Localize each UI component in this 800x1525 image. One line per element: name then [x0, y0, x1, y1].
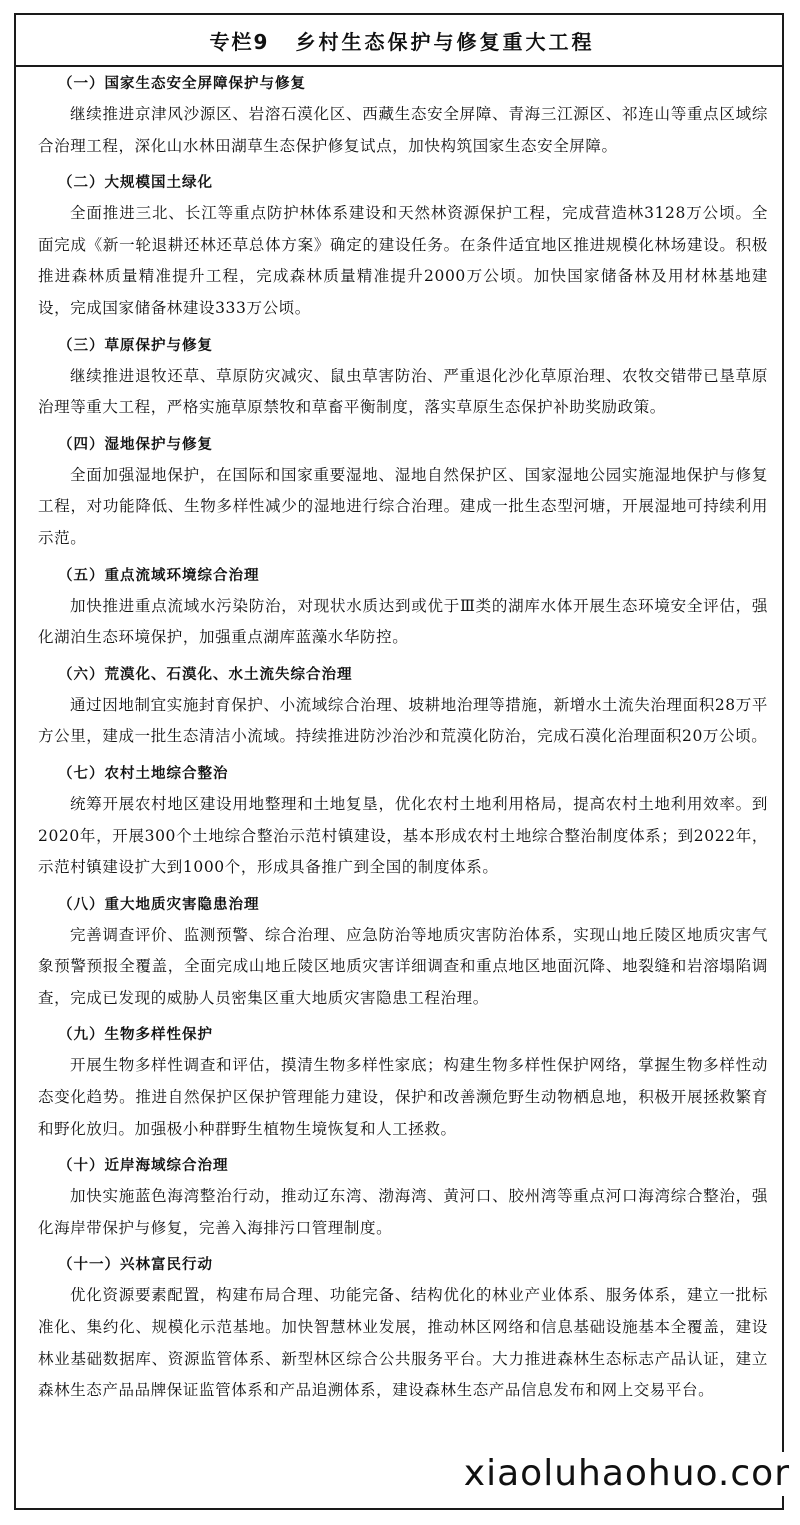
section-paragraph: 统筹开展农村地区建设用地整理和土地复垦，优化农村土地利用格局，提高农村土地利用效率。到2020年，开展300个土地综合整治示范村镇建设，基本形成农村土地综合整治制度体系；到2022年，示范村镇建设扩大到1000个，形成具备推广到全国的制度体系。 — [38, 794, 768, 877]
feature-box — [14, 13, 784, 1510]
section-heading: （五）重点流域环境综合治理 — [58, 567, 260, 584]
watermark-text: xiaoluhaohuo.cor — [460, 1452, 794, 1496]
section-heading: （十一）兴林富民行动 — [58, 1257, 213, 1274]
section-paragraph: 全面加强湿地保护，在国际和国家重要湿地、湿地自然保护区、国家湿地公园实施湿地保护与修复工程，对功能降低、生物多样性减少的湿地进行综合治理。建成一批生态型河塘，开展湿地可持续利用示范。 — [38, 465, 768, 547]
section-paragraph: 加快推进重点流域水污染防治，对现状水质达到或优于Ⅲ类的湖库水体开展生态环境安全评估，强化湖泊生态环境保护，加强重点湖库蓝藻水华防控。 — [38, 596, 768, 647]
box-title: 乡村生态保护与修复重大工程 — [295, 29, 595, 54]
section-paragraph: 继续推进京津风沙源区、岩溶石漠化区、西藏生态安全屏障、青海三江源区、祁连山等重点区域综合治理工程，深化山水林田湖草生态保护修复试点，加快构筑国家生态安全屏障。 — [38, 105, 768, 155]
section-paragraph: 加快实施蓝色海湾整治行动，推动辽东湾、渤海湾、黄河口、胶州湾等重点河口海湾综合整治，强化海岸带保护与修复，完善入海排污口管理制度。 — [38, 1187, 768, 1237]
section-heading: （三）草原保护与修复 — [58, 337, 213, 354]
section-paragraph: 通过因地制宜实施封育保护、小流域综合治理、坡耕地治理等措施，新增水土流失治理面积28万平方公里，建成一批生态清洁小流域。持续推进防沙治沙和荒漠化防治，完成石漠化治理面积20万公顷。 — [38, 695, 768, 746]
box-content — [16, 67, 782, 1407]
section-heading: （四）湿地保护与修复 — [58, 436, 213, 453]
section-paragraph: 优化资源要素配置，构建布局合理、功能完备、结构优化的林业产业体系、服务体系，建立一批标准化、集约化、规模化示范基地。加快智慧林业发展，推动林区网络和信息基础设施基本全覆盖，建设林业基础数据库、资源监管体系、新型林区综合公共服务平台。大力推进森林生态标志产品认证，建立森林生态产品品牌保证监管体系和产品追溯体系，建设森林生态产品信息发布和网上交易平台。 — [38, 1286, 768, 1400]
box-label: 专栏9 — [209, 29, 270, 54]
section-paragraph: 开展生物多样性调查和评估，摸清生物多样性家底；构建生物多样性保护网络，掌握生物多样性动态变化趋势。推进自然保护区保护管理能力建设，保护和改善濒危野生动物栖息地，积极开展拯救繁育和野化放归。加强极小种群野生植物生境恢复和人工拯救。 — [38, 1056, 768, 1138]
section-heading: （一）国家生态安全屏障保护与修复 — [58, 76, 306, 92]
section-paragraph: 完善调查评价、监测预警、综合治理、应急防治等地质灾害防治体系，实现山地丘陵区地质灾害气象预警预报全覆盖，全面完成山地丘陵区地质灾害详细调查和重点地区地面沉降、地裂缝和岩溶塌陷调查，完成已发现的威胁人员密集区重大地质灾害隐患工程治理。 — [38, 925, 768, 1007]
box-title-bar — [16, 15, 782, 67]
section-heading: （八）重大地质灾害隐患治理 — [58, 896, 260, 913]
section-paragraph: 继续推进退牧还草、草原防灾减灾、鼠虫草害防治、严重退化沙化草原治理、农牧交错带已垦草原治理等重大工程，严格实施草原禁牧和草畜平衡制度，落实草原生态保护补助奖励政策。 — [38, 366, 768, 417]
section-heading: （九）生物多样性保护 — [58, 1027, 213, 1044]
section-heading: （二）大规模国土绿化 — [58, 175, 213, 192]
section-heading: （七）农村土地综合整治 — [58, 765, 229, 782]
section-heading: （十）近岸海域综合治理 — [58, 1158, 229, 1175]
section-heading: （六）荒漠化、石漠化、水土流失综合治理 — [58, 666, 353, 683]
section-paragraph: 全面推进三北、长江等重点防护林体系建设和天然林资源保护工程，完成营造林3128万公顷。全面完成《新一轮退耕还林还草总体方案》确定的建设任务。在条件适宜地区推进规模化林场建设。积极推进森林质量精准提升工程，完成森林质量精准提升2000万公顷。加快国家储备林及用材林基地建设，完成国家储备林建设333万公顷。 — [38, 204, 768, 317]
